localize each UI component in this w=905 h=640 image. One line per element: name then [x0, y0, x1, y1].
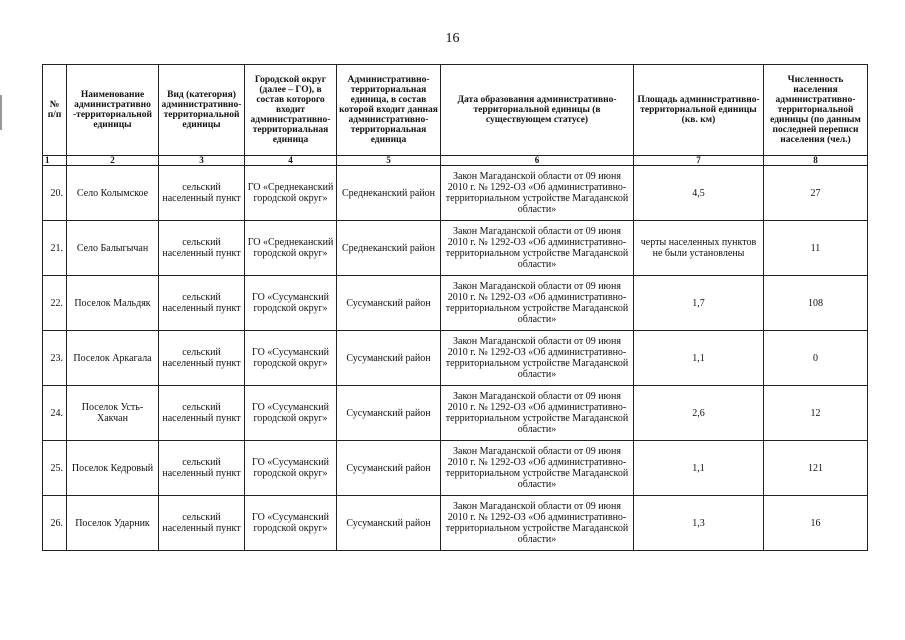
unit-name: Поселок Мальдяк — [67, 276, 159, 331]
unit-kind: сельский населенный пункт — [159, 386, 245, 441]
unit-kind: сельский населенный пункт — [159, 331, 245, 386]
header-cell: Административно-территориальная единица, в состав которой входит данная административно-территориальная единица — [337, 65, 441, 156]
unit-date: Закон Магаданской области от 09 июня 2010 г. № 1292-ОЗ «Об административно-территориальном устройстве Магаданской области» — [441, 221, 634, 276]
table-row — [43, 331, 868, 386]
row-number: 20. — [43, 166, 67, 221]
table-row — [43, 276, 868, 331]
unit-go: ГО «Сусуманский городской округ» — [245, 331, 337, 386]
column-number: 7 — [634, 156, 764, 166]
unit-date: Закон Магаданской области от 09 июня 2010 г. № 1292-ОЗ «Об административно-территориальном устройстве Магаданской области» — [441, 166, 634, 221]
unit-population: 27 — [764, 166, 868, 221]
unit-kind: сельский населенный пункт — [159, 441, 245, 496]
unit-go: ГО «Среднеканский городской округ» — [245, 166, 337, 221]
table-row — [43, 221, 868, 276]
unit-area: черты населенных пунктов не были установлены — [634, 221, 764, 276]
column-number: 3 — [159, 156, 245, 166]
unit-population: 16 — [764, 496, 868, 551]
unit-kind: сельский населенный пункт — [159, 166, 245, 221]
table-row — [43, 166, 868, 221]
column-number: 1 — [43, 156, 67, 166]
unit-go: ГО «Сусуманский городской округ» — [245, 276, 337, 331]
table-row — [43, 441, 868, 496]
row-number: 21. — [43, 221, 67, 276]
unit-go: ГО «Сусуманский городской округ» — [245, 386, 337, 441]
unit-date: Закон Магаданской области от 09 июня 2010 г. № 1292-ОЗ «Об административно-территориальном устройстве Магаданской области» — [441, 331, 634, 386]
row-number: 25. — [43, 441, 67, 496]
unit-parent: Сусуманский район — [337, 496, 441, 551]
table-row — [43, 496, 868, 551]
header-cell: Дата образования административно-территориальной единицы (в существующем статусе) — [441, 65, 634, 156]
header-cell: Вид (категория) административно-территориальной единицы — [159, 65, 245, 156]
unit-kind: сельский населенный пункт — [159, 221, 245, 276]
unit-kind: сельский населенный пункт — [159, 496, 245, 551]
column-number: 5 — [337, 156, 441, 166]
unit-name: Поселок Усть-Хакчан — [67, 386, 159, 441]
unit-name: Село Колымское — [67, 166, 159, 221]
header-cell: Наименование административно -территориальной единицы — [67, 65, 159, 156]
column-number: 2 — [67, 156, 159, 166]
unit-parent: Сусуманский район — [337, 386, 441, 441]
unit-area: 4,5 — [634, 166, 764, 221]
unit-go: ГО «Сусуманский городской округ» — [245, 441, 337, 496]
column-number: 4 — [245, 156, 337, 166]
unit-name: Поселок Аркагала — [67, 331, 159, 386]
unit-date: Закон Магаданской области от 09 июня 2010 г. № 1292-ОЗ «Об административно-территориальном устройстве Магаданской области» — [441, 276, 634, 331]
unit-area: 1,7 — [634, 276, 764, 331]
row-number: 23. — [43, 331, 67, 386]
header-cell: Городской округ (далее – ГО), в состав которого входит административно-территориальная единица — [245, 65, 337, 156]
unit-go: ГО «Сусуманский городской округ» — [245, 496, 337, 551]
header-cell: № п/п — [43, 65, 67, 156]
unit-date: Закон Магаданской области от 09 июня 2010 г. № 1292-ОЗ «Об административно-территориальном устройстве Магаданской области» — [441, 441, 634, 496]
column-number-row — [43, 156, 868, 166]
unit-date: Закон Магаданской области от 09 июня 2010 г. № 1292-ОЗ «Об административно-территориальном устройстве Магаданской области» — [441, 386, 634, 441]
unit-parent: Сусуманский район — [337, 331, 441, 386]
row-number: 26. — [43, 496, 67, 551]
unit-population: 108 — [764, 276, 868, 331]
unit-name: Село Балыгычан — [67, 221, 159, 276]
unit-kind: сельский населенный пункт — [159, 276, 245, 331]
header-cell: Численность населения административно-территориальной единицы (по данным последней переписи населения (чел.) — [764, 65, 868, 156]
header-row — [43, 65, 868, 156]
unit-area: 1,3 — [634, 496, 764, 551]
unit-population: 0 — [764, 331, 868, 386]
unit-parent: Сусуманский район — [337, 441, 441, 496]
margin-mark — [0, 95, 2, 130]
unit-population: 121 — [764, 441, 868, 496]
page-number: 16 — [445, 31, 460, 46]
unit-area: 1,1 — [634, 331, 764, 386]
column-number: 8 — [764, 156, 868, 166]
row-number: 22. — [43, 276, 67, 331]
territorial-units-table — [42, 64, 868, 551]
unit-parent: Сусуманский район — [337, 276, 441, 331]
unit-parent: Среднеканский район — [337, 221, 441, 276]
unit-parent: Среднеканский район — [337, 166, 441, 221]
unit-name: Поселок Кедровый — [67, 441, 159, 496]
unit-population: 12 — [764, 386, 868, 441]
unit-area: 2,6 — [634, 386, 764, 441]
unit-date: Закон Магаданской области от 09 июня 2010 г. № 1292-ОЗ «Об административно-территориальном устройстве Магаданской области» — [441, 496, 634, 551]
column-number: 6 — [441, 156, 634, 166]
unit-population: 11 — [764, 221, 868, 276]
unit-name: Поселок Ударник — [67, 496, 159, 551]
unit-go: ГО «Среднеканский городской округ» — [245, 221, 337, 276]
table-row — [43, 386, 868, 441]
header-cell: Площадь административно-территориальной единицы (кв. км) — [634, 65, 764, 156]
unit-area: 1,1 — [634, 441, 764, 496]
row-number: 24. — [43, 386, 67, 441]
